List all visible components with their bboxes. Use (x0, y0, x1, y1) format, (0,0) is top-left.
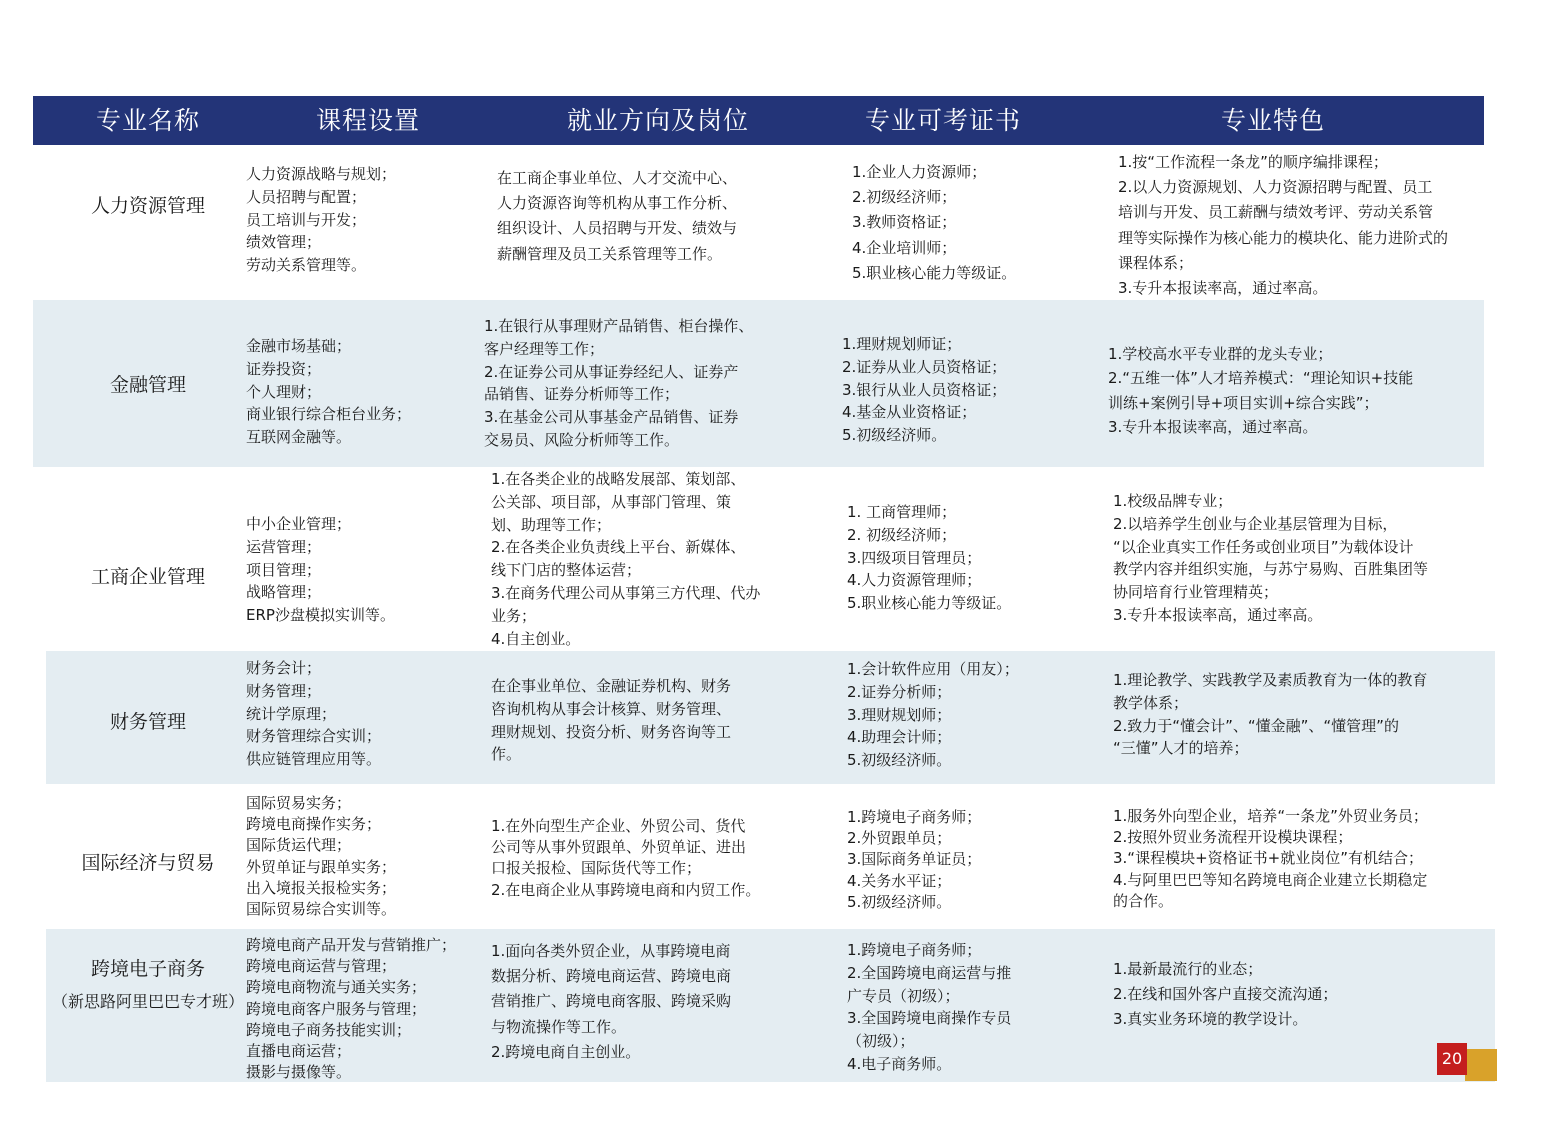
page-number: 20 (1437, 1043, 1467, 1075)
certificates-cell: 1.跨境电子商务师； 2.全国跨境电商运营与推 广专员（初级）； 3.全国跨境电商操作专员 （初级）； 4.电子商务师。 (847, 941, 1012, 1073)
table-row (46, 784, 1495, 929)
jobs-cell: 在企事业单位、金融证券机构、财务 咨询机构从事会计核算、财务管理、 理财规划、投资分析、财务咨询等工 作。 (491, 677, 732, 764)
courses-cell: 国际贸易实务； 跨境电商操作实务； 国际货运代理； 外贸单证与跟单实务； 出入境报关报检实务； 国际贸易综合实训等。 (246, 794, 397, 919)
features-cell: 1.服务外向型企业，培养“一条龙”外贸业务员； 2.按照外贸业务流程开设模块课程； 3.“课程模块+资格证书+就业岗位”有机结合； 4.与阿里巴巴等知名跨境电商企业建立长期稳定 的合作。 (1113, 807, 1428, 910)
header-courses: 课程设置 (315, 106, 420, 135)
jobs-cell: 1.在银行从事理财产品销售、柜台操作、 客户经理等工作； 2.在证券公司从事证券经纪人、证券产 品销售、证券分析师等工作； 3.在基金公司从事基金产品销售、证券 交易员、风险分析师等工作。 (484, 317, 754, 449)
table-row (33, 145, 1484, 300)
features-cell: 1.校级品牌专业； 2.以培养学生创业与企业基层管理为目标， “以企业真实工作任务或创业项目”为载体设计 教学内容并组织实施，与苏宁易购、百胜集团等 协同培育行业管理精英； 3.专升本报读率高，通过率高。 (1113, 492, 1429, 624)
table-row (46, 651, 1495, 784)
major-name: 工商企业管理 (90, 566, 205, 588)
table-row (46, 929, 1495, 1082)
courses-cell: 人力资源战略与规划； 人员招聘与配置； 员工培训与开发； 绩效管理； 劳动关系管理等。 (246, 165, 397, 275)
major-name: 人力资源管理 (90, 195, 205, 217)
jobs-cell: 1.在各类企业的战略发展部、策划部、 公关部、项目部，从事部门管理、策 划、助理等工作； 2.在各类企业负责线上平台、新媒体、 线下门店的整体运营； 3.在商务代理公司从事第三方代理、代办 业务； 4.自主创业。 (491, 470, 761, 648)
jobs-cell: 1.在外向型生产企业、外贸公司、货代 公司等从事外贸跟单、外贸单证、进出 口报关报检、国际货代等工作； 2.在电商企业从事跨境电商和内贸工作。 (491, 817, 761, 899)
features-cell: 1.最新最流行的业态； 2.在线和国外客户直接交流沟通； 3.真实业务环境的教学设计。 (1113, 960, 1338, 1029)
certificates-cell: 1. 工商管理师； 2. 初级经济师； 3.四级项目管理员； 4.人力资源管理师； 5.职业核心能力等级证。 (847, 503, 1012, 613)
major-name: 金融管理 (109, 374, 186, 396)
certificates-cell: 1.理财规划师证； 2.证券从业人员资格证； 3.银行从业人员资格证； 4.基金从业资格证； 5.初级经济师。 (842, 335, 1007, 445)
major-name-text: 跨境电子商务 (90, 958, 205, 980)
courses-cell: 中小企业管理； 运营管理； 项目管理； 战略管理； ERP沙盘模拟实训等。 (246, 515, 395, 625)
features-cell: 1.理论教学、实践教学及素质教育为一体的教育 教学体系； 2.致力于“懂会计”、“懂金融”、“懂管理”的 “三懂”人才的培养； (1113, 671, 1428, 758)
courses-cell: 跨境电商产品开发与营销推广； 跨境电商运营与管理； 跨境电商物流与通关实务； 跨境电商客户服务与管理； 跨境电子商务技能实训； 直播电商运营； 摄影与摄像等。 (246, 936, 457, 1082)
header-major-name: 专业名称 (95, 106, 200, 135)
jobs-cell: 1.面向各类外贸企业，从事跨境电商 数据分析、跨境电商运营、跨境电商 营销推广、跨境电商客服、跨境采购 与物流操作等工作。 2.跨境电商自主创业。 (491, 942, 732, 1061)
certificates-cell: 1.会计软件应用（用友）； 2.证券分析师； 3.理财规划师； 4.助理会计师； 5.初级经济师。 (847, 660, 1019, 770)
page-number-shadow (1465, 1049, 1497, 1081)
major-name: 财务管理 (109, 711, 186, 733)
certificates-cell: 1.企业人力资源师； 2.初级经济师； 3.教师资格证； 4.企业培训师； 5.职业核心能力等级证。 (852, 163, 1017, 282)
major-name (46, 956, 250, 1022)
table-row (33, 467, 1484, 651)
header-features: 专业特色 (1220, 106, 1325, 135)
header-certificates: 专业可考证书 (864, 106, 1021, 135)
features-cell: 1.学校高水平专业群的龙头专业； 2.“五维一体”人才培养模式：“理论知识+技能 训练+案例引导+项目实训+综合实践”； 3.专升本报读率高，通过率高。 (1108, 345, 1414, 437)
header-jobs: 就业方向及岗位 (566, 106, 749, 135)
table-header (33, 96, 1484, 145)
courses-cell: 金融市场基础； 证券投资； 个人理财； 商业银行综合柜台业务； 互联网金融等。 (246, 337, 412, 447)
certificates-cell: 1.跨境电子商务师； 2.外贸跟单员； 3.国际商务单证员； 4.关务水平证； 5.初级经济师。 (847, 808, 982, 911)
courses-cell: 财务会计； 财务管理； 统计学原理； 财务管理综合实训； 供应链管理应用等。 (246, 659, 382, 769)
table-row (33, 300, 1484, 467)
features-cell: 1.按“工作流程一条龙”的顺序编排课程； 2.以人力资源规划、人力资源招聘与配置、员工 培训与开发、员工薪酬与绩效考评、劳动关系管 理等实际操作为核心能力的模块化、能力进阶式的 课程体系； 3.专升本报读率高，通过率高。 (1118, 153, 1449, 298)
major-name-subtitle: （新思路阿里巴巴专才班） (51, 992, 244, 1011)
jobs-cell: 在工商企事业单位、人才交流中心、 人力资源咨询等机构从事工作分析、 组织设计、人员招聘与开发、绩效与 薪酬管理及员工关系管理等工作。 (497, 169, 738, 263)
major-name: 国际经济与贸易 (81, 852, 215, 874)
